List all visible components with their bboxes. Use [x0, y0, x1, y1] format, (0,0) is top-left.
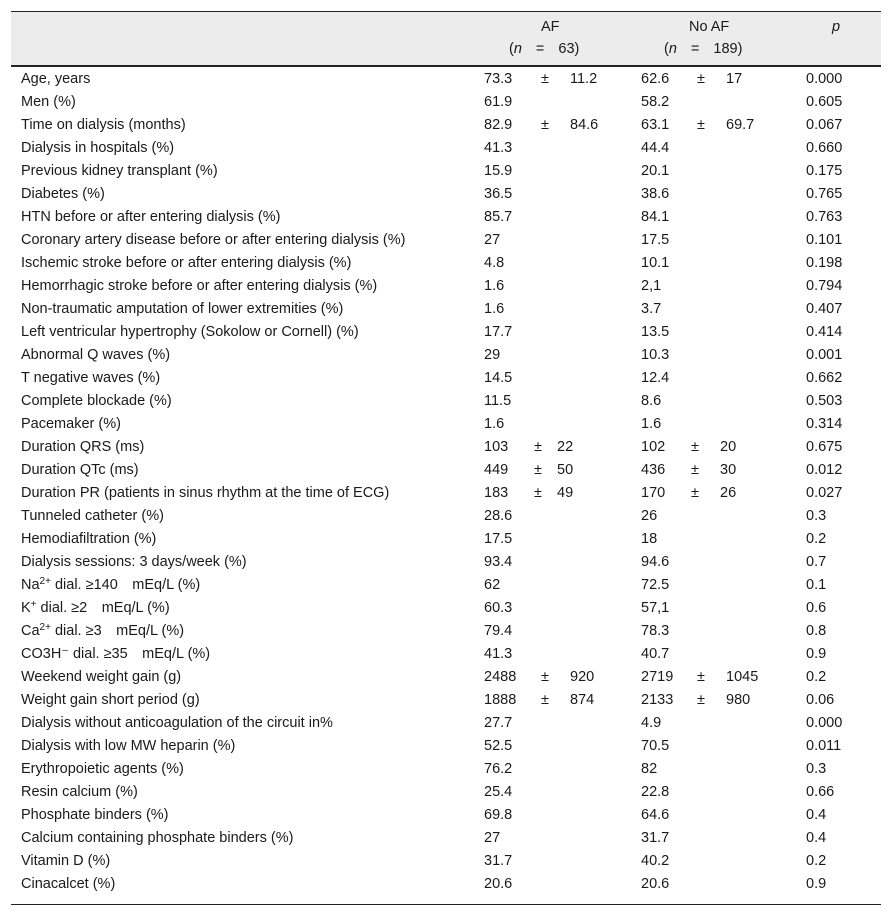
p-value: 0.605 — [806, 94, 843, 110]
af-value: 2488 — [484, 669, 517, 685]
row-label: Erythropoietic agents (%) — [21, 761, 184, 777]
noaf-value: 3.7 — [641, 301, 662, 317]
noaf-sd: 30 — [720, 462, 737, 478]
af-value: 25.4 — [484, 784, 513, 800]
af-sd: 11.2 — [570, 71, 598, 87]
noaf-plusminus: ± — [691, 485, 699, 501]
row-label: Cinacalcet (%) — [21, 876, 116, 892]
table-row — [11, 597, 881, 620]
p-value: 0.2 — [806, 669, 827, 685]
p-value: 0.000 — [806, 71, 843, 87]
noaf-value: 62.6 — [641, 71, 670, 87]
p-value: 0.3 — [806, 508, 827, 524]
af-plusminus: ± — [541, 117, 549, 133]
row-label: Age, years — [21, 71, 91, 87]
af-value: 36.5 — [484, 186, 513, 202]
af-value: 76.2 — [484, 761, 513, 777]
af-value: 62 — [484, 577, 501, 593]
row-label: Weekend weight gain (g) — [21, 669, 182, 685]
p-value: 0.012 — [806, 462, 843, 478]
af-value: 28.6 — [484, 508, 513, 524]
row-label: Diabetes (%) — [21, 186, 105, 202]
noaf-value: 170 — [641, 485, 666, 501]
row-label: Vitamin D (%) — [21, 853, 111, 869]
row-label: Previous kidney transplant (%) — [21, 163, 218, 179]
p-value: 0.9 — [806, 646, 827, 662]
noaf-sd: 980 — [726, 692, 751, 708]
noaf-sd: 17 — [726, 71, 743, 87]
af-value: 4.8 — [484, 255, 505, 271]
af-value: 103 — [484, 439, 509, 455]
row-label: Duration QRS (ms) — [21, 439, 145, 455]
p-value: 0.66 — [806, 784, 835, 800]
row-label: Time on dialysis (months) — [21, 117, 186, 133]
p-value: 0.794 — [806, 278, 843, 294]
af-plusminus: ± — [534, 485, 542, 501]
noaf-value: 94.6 — [641, 554, 670, 570]
noaf-value: 22.8 — [641, 784, 670, 800]
table-row — [11, 712, 881, 735]
af-sd: 84.6 — [570, 117, 599, 133]
row-label: K+ dial. ≥2 mEq/L (%) — [21, 599, 170, 616]
af-plusminus: ± — [541, 669, 549, 685]
noaf-plusminus: ± — [697, 692, 705, 708]
row-label: Tunneled catheter (%) — [21, 508, 164, 524]
p-value: 0.3 — [806, 761, 827, 777]
table-row — [11, 229, 881, 252]
af-plusminus: ± — [541, 692, 549, 708]
af-value: 93.4 — [484, 554, 513, 570]
af-value: 449 — [484, 462, 509, 478]
p-value: 0.4 — [806, 807, 827, 823]
af-plusminus: ± — [541, 71, 549, 87]
af-sd: 49 — [557, 485, 574, 501]
p-value: 0.067 — [806, 117, 843, 133]
row-label: Left ventricular hypertrophy (Sokolow or Cornell) (%) — [21, 324, 359, 340]
noaf-value: 4.9 — [641, 715, 662, 731]
row-label: Dialysis with low MW heparin (%) — [21, 738, 236, 754]
p-value: 0.175 — [806, 163, 843, 179]
noaf-value: 2719 — [641, 669, 674, 685]
af-sd: 50 — [557, 462, 574, 478]
row-label: HTN before or after entering dialysis (%) — [21, 209, 281, 225]
table-row — [11, 252, 881, 275]
table-row — [11, 459, 881, 482]
p-value: 0.7 — [806, 554, 827, 570]
af-value: 17.7 — [484, 324, 513, 340]
noaf-value: 57,1 — [641, 600, 670, 616]
af-plusminus: ± — [534, 462, 542, 478]
af-value: 14.5 — [484, 370, 513, 386]
af-value: 183 — [484, 485, 509, 501]
p-value: 0.1 — [806, 577, 827, 593]
p-value: 0.2 — [806, 853, 827, 869]
noaf-value: 436 — [641, 462, 666, 478]
table-row — [11, 505, 881, 528]
table-row — [11, 275, 881, 298]
noaf-value: 17.5 — [641, 232, 670, 248]
af-value: 79.4 — [484, 623, 513, 639]
row-label: Hemodiafiltration (%) — [21, 531, 157, 547]
p-value: 0.198 — [806, 255, 843, 271]
header-af-label: AF — [541, 19, 560, 35]
af-sd: 920 — [570, 669, 595, 685]
af-value: 61.9 — [484, 94, 513, 110]
noaf-value: 78.3 — [641, 623, 670, 639]
row-label: T negative waves (%) — [21, 370, 161, 386]
table-row — [11, 367, 881, 390]
noaf-value: 2,1 — [641, 278, 662, 294]
noaf-value: 38.6 — [641, 186, 670, 202]
row-label: Ischemic stroke before or after entering dialysis (%) — [21, 255, 352, 271]
noaf-value: 58.2 — [641, 94, 670, 110]
p-value: 0.8 — [806, 623, 827, 639]
row-label: Phosphate binders (%) — [21, 807, 169, 823]
noaf-value: 102 — [641, 439, 666, 455]
noaf-plusminus: ± — [697, 669, 705, 685]
noaf-value: 64.6 — [641, 807, 670, 823]
noaf-value: 70.5 — [641, 738, 670, 754]
af-value: 17.5 — [484, 531, 513, 547]
af-value: 31.7 — [484, 853, 513, 869]
noaf-value: 12.4 — [641, 370, 670, 386]
table-row — [11, 183, 881, 206]
table-row — [11, 390, 881, 413]
table-row — [11, 827, 881, 850]
p-value: 0.414 — [806, 324, 843, 340]
table-row — [11, 551, 881, 574]
noaf-value: 26 — [641, 508, 658, 524]
noaf-value: 84.1 — [641, 209, 670, 225]
noaf-sd: 20 — [720, 439, 737, 455]
noaf-value: 44.4 — [641, 140, 670, 156]
row-label: Dialysis without anticoagulation of the circuit in% — [21, 715, 333, 731]
table-row — [11, 114, 881, 137]
noaf-sd: 1045 — [726, 669, 759, 685]
row-label: Dialysis in hospitals (%) — [21, 140, 175, 156]
af-value: 85.7 — [484, 209, 513, 225]
noaf-value: 31.7 — [641, 830, 670, 846]
noaf-plusminus: ± — [697, 117, 705, 133]
header-p-label: p — [832, 19, 841, 35]
af-value: 73.3 — [484, 71, 513, 87]
af-sd: 874 — [570, 692, 595, 708]
p-value: 0.314 — [806, 416, 843, 432]
table-row — [11, 574, 881, 597]
af-value: 41.3 — [484, 140, 513, 156]
row-label: Weight gain short period (g) — [21, 692, 200, 708]
table-body — [11, 67, 881, 896]
table-row — [11, 850, 881, 873]
noaf-value: 1.6 — [641, 416, 662, 432]
row-label: Calcium containing phosphate binders (%) — [21, 830, 294, 846]
table-row — [11, 528, 881, 551]
noaf-value: 72.5 — [641, 577, 670, 593]
af-plusminus: ± — [534, 439, 542, 455]
af-value: 1.6 — [484, 416, 505, 432]
row-label: CO3H⁻ dial. ≥35 mEq/L (%) — [21, 646, 211, 662]
af-value: 69.8 — [484, 807, 513, 823]
noaf-plusminus: ± — [697, 71, 705, 87]
noaf-value: 18 — [641, 531, 658, 547]
p-value: 0.4 — [806, 830, 827, 846]
table-row — [11, 137, 881, 160]
table-row — [11, 873, 881, 896]
row-label: $Na^{2+}$ dial. ≥140 mEq/L (%) — [21, 576, 201, 593]
header-af-n: (n = 63) — [509, 41, 580, 57]
row-label: Men (%) — [21, 94, 76, 110]
noaf-plusminus: ± — [691, 439, 699, 455]
p-value: 0.662 — [806, 370, 843, 386]
table-row — [11, 620, 881, 643]
header-noaf-label: No AF — [689, 19, 730, 35]
table-row — [11, 482, 881, 505]
p-value: 0.763 — [806, 209, 843, 225]
p-value: 0.765 — [806, 186, 843, 202]
noaf-value: 10.1 — [641, 255, 670, 271]
af-value: 27 — [484, 232, 501, 248]
af-value: 1888 — [484, 692, 517, 708]
row-label: Pacemaker (%) — [21, 416, 121, 432]
noaf-value: 10.3 — [641, 347, 670, 363]
af-value: 82.9 — [484, 117, 513, 133]
noaf-value: 40.7 — [641, 646, 670, 662]
table-row — [11, 344, 881, 367]
row-label: Abnormal Q waves (%) — [21, 347, 171, 363]
af-value: 52.5 — [484, 738, 513, 754]
p-value: 0.2 — [806, 531, 827, 547]
p-value: 0.660 — [806, 140, 843, 156]
data-table — [11, 11, 881, 896]
noaf-value: 40.2 — [641, 853, 670, 869]
af-value: 41.3 — [484, 646, 513, 662]
af-value: 20.6 — [484, 876, 513, 892]
header-noaf-n: (n = 189) — [664, 41, 743, 57]
noaf-value: 20.1 — [641, 163, 670, 179]
p-value: 0.503 — [806, 393, 843, 409]
p-value: 0.001 — [806, 347, 843, 363]
table-row — [11, 68, 881, 91]
row-label: Hemorrhagic stroke before or after entering dialysis (%) — [21, 278, 378, 294]
table-row — [11, 689, 881, 712]
p-value: 0.011 — [806, 738, 842, 754]
af-value: 60.3 — [484, 600, 513, 616]
noaf-sd: 69.7 — [726, 117, 755, 133]
af-value: 1.6 — [484, 278, 505, 294]
table-row — [11, 804, 881, 827]
p-value: 0.407 — [806, 301, 843, 317]
table-row — [11, 436, 881, 459]
noaf-value: 13.5 — [641, 324, 670, 340]
row-label: Duration PR (patients in sinus rhythm at the time of ECG) — [21, 485, 390, 501]
table-row — [11, 413, 881, 436]
noaf-value: 2133 — [641, 692, 674, 708]
table-row — [11, 321, 881, 344]
af-value: 15.9 — [484, 163, 513, 179]
p-value: 0.9 — [806, 876, 827, 892]
noaf-value: 63.1 — [641, 117, 670, 133]
row-label: Resin calcium (%) — [21, 784, 138, 800]
af-value: 29 — [484, 347, 501, 363]
af-value: 11.5 — [484, 393, 512, 409]
noaf-value: 82 — [641, 761, 658, 777]
table-row — [11, 298, 881, 321]
noaf-value: 20.6 — [641, 876, 670, 892]
table-row — [11, 91, 881, 114]
row-label: Non-traumatic amputation of lower extremities (%) — [21, 301, 344, 317]
p-value: 0.675 — [806, 439, 843, 455]
table-row — [11, 206, 881, 229]
row-label: Dialysis sessions: 3 days/week (%) — [21, 554, 247, 570]
table-row — [11, 160, 881, 183]
p-value: 0.027 — [806, 485, 843, 501]
p-value: 0.6 — [806, 600, 827, 616]
table-row — [11, 643, 881, 666]
noaf-value: 8.6 — [641, 393, 662, 409]
row-label: Complete blockade (%) — [21, 393, 172, 409]
p-value: 0.101 — [806, 232, 843, 248]
table-row — [11, 781, 881, 804]
row-label: $Ca^{2+}$ dial. ≥3 mEq/L (%) — [21, 622, 185, 639]
table-bottom-rule — [11, 904, 881, 905]
noaf-plusminus: ± — [691, 462, 699, 478]
af-value: 1.6 — [484, 301, 505, 317]
table-row — [11, 735, 881, 758]
row-label: Duration QTc (ms) — [21, 462, 139, 478]
table-row — [11, 666, 881, 689]
af-value: 27.7 — [484, 715, 513, 731]
af-sd: 22 — [557, 439, 574, 455]
table-row — [11, 758, 881, 781]
p-value: 0.06 — [806, 692, 835, 708]
table-header — [11, 11, 881, 67]
af-value: 27 — [484, 830, 501, 846]
p-value: 0.000 — [806, 715, 843, 731]
row-label: Coronary artery disease before or after entering dialysis (%) — [21, 232, 406, 248]
noaf-sd: 26 — [720, 485, 737, 501]
